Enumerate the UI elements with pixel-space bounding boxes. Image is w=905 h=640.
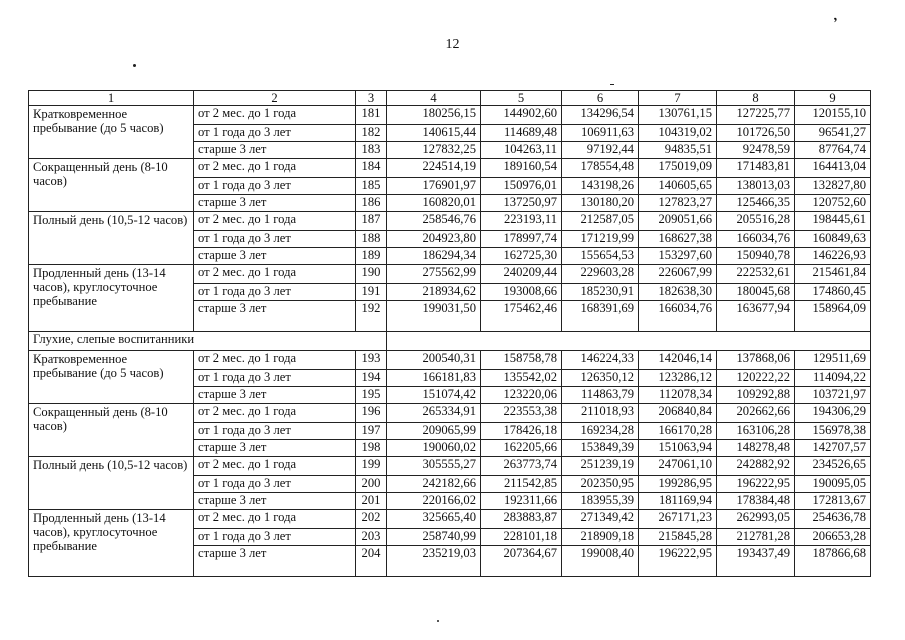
value-cell: 196222,95 [717, 476, 795, 493]
scan-speck [437, 620, 439, 622]
value-cell: 146226,93 [795, 248, 871, 265]
value-cell: 187866,68 [795, 546, 871, 577]
value-cell: 168627,38 [639, 231, 717, 248]
value-cell: 166170,28 [639, 423, 717, 440]
value-cell: 174860,45 [795, 284, 871, 301]
column-number: 8 [717, 91, 795, 106]
value-cell: 207364,67 [481, 546, 562, 577]
value-cell: 148278,48 [717, 440, 795, 457]
value-cell: 193008,66 [481, 284, 562, 301]
regime-cell: Полный день (10,5-12 часов) [29, 457, 194, 510]
value-cell: 151074,42 [387, 387, 481, 404]
scan-speck [610, 84, 614, 85]
value-cell: 150976,01 [481, 178, 562, 195]
value-cell: 209051,66 [639, 212, 717, 231]
age-group-cell: от 2 мес. до 1 года [194, 212, 356, 231]
value-cell: 202350,95 [562, 476, 639, 493]
row-code-cell: 185 [356, 178, 387, 195]
value-cell: 125466,35 [717, 195, 795, 212]
value-cell: 158758,78 [481, 351, 562, 370]
value-cell: 199286,95 [639, 476, 717, 493]
age-group-cell: старше 3 лет [194, 546, 356, 577]
value-cell: 158964,09 [795, 301, 871, 332]
table-row [29, 106, 871, 125]
value-cell: 101726,50 [717, 125, 795, 142]
regime-cell: Сокращенный день (8-10 часов) [29, 159, 194, 212]
value-cell: 218909,18 [562, 529, 639, 546]
row-code-cell: 204 [356, 546, 387, 577]
value-cell: 258546,76 [387, 212, 481, 231]
value-cell: 218934,62 [387, 284, 481, 301]
value-cell: 224514,19 [387, 159, 481, 178]
row-code-cell: 190 [356, 265, 387, 284]
age-group-cell: старше 3 лет [194, 195, 356, 212]
value-cell: 198445,61 [795, 212, 871, 231]
value-cell: 123286,12 [639, 370, 717, 387]
value-cell: 263773,74 [481, 457, 562, 476]
value-cell: 153297,60 [639, 248, 717, 265]
handwritten-mark: ’ [832, 15, 841, 32]
value-cell: 247061,10 [639, 457, 717, 476]
value-cell: 220166,02 [387, 493, 481, 510]
regime-cell: Кратковременное пребывание (до 5 часов) [29, 351, 194, 404]
age-group-cell: старше 3 лет [194, 493, 356, 510]
value-cell: 164413,04 [795, 159, 871, 178]
value-cell: 200540,31 [387, 351, 481, 370]
regime-cell: Продленный день (13-14 часов), круглосуточное пребывание [29, 265, 194, 332]
value-cell: 171219,99 [562, 231, 639, 248]
row-code-cell: 187 [356, 212, 387, 231]
value-cell: 134296,54 [562, 106, 639, 125]
tariff-table [28, 90, 871, 577]
age-group-cell: от 2 мес. до 1 года [194, 457, 356, 476]
value-cell: 143198,26 [562, 178, 639, 195]
value-cell: 160849,63 [795, 231, 871, 248]
age-group-cell: от 1 года до 3 лет [194, 529, 356, 546]
table-row [29, 265, 871, 284]
value-cell: 120752,60 [795, 195, 871, 212]
row-code-cell: 194 [356, 370, 387, 387]
row-code-cell: 181 [356, 106, 387, 125]
table-row [29, 404, 871, 423]
scan-speck [133, 64, 136, 67]
value-cell: 146224,33 [562, 351, 639, 370]
value-cell: 140605,65 [639, 178, 717, 195]
value-cell: 106911,63 [562, 125, 639, 142]
value-cell: 251239,19 [562, 457, 639, 476]
row-code-cell: 189 [356, 248, 387, 265]
age-group-cell: от 1 года до 3 лет [194, 476, 356, 493]
age-group-cell: от 2 мес. до 1 года [194, 106, 356, 125]
value-cell: 211542,85 [481, 476, 562, 493]
value-cell: 166034,76 [639, 301, 717, 332]
age-group-cell: старше 3 лет [194, 248, 356, 265]
value-cell: 112078,34 [639, 387, 717, 404]
value-cell: 240209,44 [481, 265, 562, 284]
value-cell: 199008,40 [562, 546, 639, 577]
value-cell: 258740,99 [387, 529, 481, 546]
value-cell: 144902,60 [481, 106, 562, 125]
value-cell: 163106,28 [717, 423, 795, 440]
value-cell: 127225,77 [717, 106, 795, 125]
row-code-cell: 193 [356, 351, 387, 370]
age-group-cell: от 2 мес. до 1 года [194, 159, 356, 178]
row-code-cell: 199 [356, 457, 387, 476]
value-cell: 94835,51 [639, 142, 717, 159]
value-cell: 103721,97 [795, 387, 871, 404]
age-group-cell: старше 3 лет [194, 387, 356, 404]
value-cell: 120222,22 [717, 370, 795, 387]
age-group-cell: от 2 мес. до 1 года [194, 404, 356, 423]
row-code-cell: 192 [356, 301, 387, 332]
table-row [29, 212, 871, 231]
value-cell: 228101,18 [481, 529, 562, 546]
value-cell: 190060,02 [387, 440, 481, 457]
value-cell: 215461,84 [795, 265, 871, 284]
value-cell: 114689,48 [481, 125, 562, 142]
row-code-cell: 197 [356, 423, 387, 440]
value-cell: 223553,38 [481, 404, 562, 423]
row-code-cell: 201 [356, 493, 387, 510]
row-code-cell: 196 [356, 404, 387, 423]
section-title: Глухие, слепые воспитанники [29, 332, 387, 351]
value-cell: 205516,28 [717, 212, 795, 231]
value-cell: 104263,11 [481, 142, 562, 159]
row-code-cell: 184 [356, 159, 387, 178]
age-group-cell: старше 3 лет [194, 142, 356, 159]
column-number: 5 [481, 91, 562, 106]
value-cell: 199031,50 [387, 301, 481, 332]
value-cell: 87764,74 [795, 142, 871, 159]
row-code-cell: 188 [356, 231, 387, 248]
value-cell: 223193,11 [481, 212, 562, 231]
value-cell: 151063,94 [639, 440, 717, 457]
empty-cell [387, 332, 871, 351]
value-cell: 137868,06 [717, 351, 795, 370]
age-group-cell: от 2 мес. до 1 года [194, 510, 356, 529]
value-cell: 92478,59 [717, 142, 795, 159]
value-cell: 242882,92 [717, 457, 795, 476]
age-group-cell: от 1 года до 3 лет [194, 423, 356, 440]
value-cell: 193437,49 [717, 546, 795, 577]
column-number: 1 [29, 91, 194, 106]
value-cell: 182638,30 [639, 284, 717, 301]
value-cell: 130761,15 [639, 106, 717, 125]
age-group-cell: от 2 мес. до 1 года [194, 265, 356, 284]
value-cell: 194306,29 [795, 404, 871, 423]
regime-cell: Полный день (10,5-12 часов) [29, 212, 194, 265]
value-cell: 169234,28 [562, 423, 639, 440]
value-cell: 138013,03 [717, 178, 795, 195]
value-cell: 262993,05 [717, 510, 795, 529]
value-cell: 162725,30 [481, 248, 562, 265]
value-cell: 156978,38 [795, 423, 871, 440]
row-code-cell: 203 [356, 529, 387, 546]
value-cell: 305555,27 [387, 457, 481, 476]
age-group-cell: старше 3 лет [194, 440, 356, 457]
value-cell: 114094,22 [795, 370, 871, 387]
value-cell: 153849,39 [562, 440, 639, 457]
value-cell: 163677,94 [717, 301, 795, 332]
row-code-cell: 186 [356, 195, 387, 212]
value-cell: 189160,54 [481, 159, 562, 178]
value-cell: 212587,05 [562, 212, 639, 231]
age-group-cell: от 2 мес. до 1 года [194, 351, 356, 370]
value-cell: 325665,40 [387, 510, 481, 529]
value-cell: 183955,39 [562, 493, 639, 510]
value-cell: 97192,44 [562, 142, 639, 159]
value-cell: 234526,65 [795, 457, 871, 476]
value-cell: 132827,80 [795, 178, 871, 195]
value-cell: 172813,67 [795, 493, 871, 510]
row-code-cell: 195 [356, 387, 387, 404]
value-cell: 142707,57 [795, 440, 871, 457]
row-code-cell: 183 [356, 142, 387, 159]
row-code-cell: 202 [356, 510, 387, 529]
age-group-cell: от 1 года до 3 лет [194, 125, 356, 142]
value-cell: 175462,46 [481, 301, 562, 332]
value-cell: 215845,28 [639, 529, 717, 546]
value-cell: 206653,28 [795, 529, 871, 546]
value-cell: 160820,01 [387, 195, 481, 212]
age-group-cell: от 1 года до 3 лет [194, 370, 356, 387]
value-cell: 178384,48 [717, 493, 795, 510]
regime-cell: Кратковременное пребывание (до 5 часов) [29, 106, 194, 159]
age-group-cell: от 1 года до 3 лет [194, 231, 356, 248]
value-cell: 150940,78 [717, 248, 795, 265]
table-row [29, 457, 871, 476]
value-cell: 168391,69 [562, 301, 639, 332]
value-cell: 275562,99 [387, 265, 481, 284]
value-cell: 235219,03 [387, 546, 481, 577]
column-number: 3 [356, 91, 387, 106]
value-cell: 209065,99 [387, 423, 481, 440]
value-cell: 212781,28 [717, 529, 795, 546]
value-cell: 120155,10 [795, 106, 871, 125]
value-cell: 180256,15 [387, 106, 481, 125]
value-cell: 222532,61 [717, 265, 795, 284]
row-code-cell: 182 [356, 125, 387, 142]
value-cell: 178554,48 [562, 159, 639, 178]
row-code-cell: 198 [356, 440, 387, 457]
value-cell: 178426,18 [481, 423, 562, 440]
value-cell: 186294,34 [387, 248, 481, 265]
value-cell: 130180,20 [562, 195, 639, 212]
value-cell: 96541,27 [795, 125, 871, 142]
value-cell: 196222,95 [639, 546, 717, 577]
regime-cell: Продленный день (13-14 часов), круглосуточное пребывание [29, 510, 194, 577]
table-row [29, 510, 871, 529]
value-cell: 206840,84 [639, 404, 717, 423]
column-number: 9 [795, 91, 871, 106]
age-group-cell: от 1 года до 3 лет [194, 178, 356, 195]
column-number: 7 [639, 91, 717, 106]
value-cell: 192311,66 [481, 493, 562, 510]
row-code-cell: 200 [356, 476, 387, 493]
value-cell: 142046,14 [639, 351, 717, 370]
value-cell: 226067,99 [639, 265, 717, 284]
value-cell: 211018,93 [562, 404, 639, 423]
page-number: 12 [445, 37, 460, 52]
value-cell: 254636,78 [795, 510, 871, 529]
value-cell: 162205,66 [481, 440, 562, 457]
regime-cell: Сокращенный день (8-10 часов) [29, 404, 194, 457]
header-row [29, 91, 871, 106]
column-number: 2 [194, 91, 356, 106]
value-cell: 104319,02 [639, 125, 717, 142]
value-cell: 242182,66 [387, 476, 481, 493]
value-cell: 204923,80 [387, 231, 481, 248]
value-cell: 202662,66 [717, 404, 795, 423]
value-cell: 123220,06 [481, 387, 562, 404]
value-cell: 109292,88 [717, 387, 795, 404]
table-row [29, 351, 871, 370]
column-number: 4 [387, 91, 481, 106]
value-cell: 166181,83 [387, 370, 481, 387]
value-cell: 176901,97 [387, 178, 481, 195]
value-cell: 185230,91 [562, 284, 639, 301]
section-row [29, 332, 871, 351]
value-cell: 166034,76 [717, 231, 795, 248]
table-row [29, 159, 871, 178]
value-cell: 265334,91 [387, 404, 481, 423]
column-number: 6 [562, 91, 639, 106]
age-group-cell: от 1 года до 3 лет [194, 284, 356, 301]
value-cell: 283883,87 [481, 510, 562, 529]
value-cell: 137250,97 [481, 195, 562, 212]
value-cell: 229603,28 [562, 265, 639, 284]
value-cell: 181169,94 [639, 493, 717, 510]
value-cell: 129511,69 [795, 351, 871, 370]
value-cell: 178997,74 [481, 231, 562, 248]
age-group-cell: старше 3 лет [194, 301, 356, 332]
value-cell: 271349,42 [562, 510, 639, 529]
value-cell: 190095,05 [795, 476, 871, 493]
value-cell: 127832,25 [387, 142, 481, 159]
value-cell: 135542,02 [481, 370, 562, 387]
value-cell: 180045,68 [717, 284, 795, 301]
value-cell: 171483,81 [717, 159, 795, 178]
value-cell: 155654,53 [562, 248, 639, 265]
value-cell: 114863,79 [562, 387, 639, 404]
value-cell: 267171,23 [639, 510, 717, 529]
value-cell: 140615,44 [387, 125, 481, 142]
value-cell: 175019,09 [639, 159, 717, 178]
row-code-cell: 191 [356, 284, 387, 301]
value-cell: 127823,27 [639, 195, 717, 212]
value-cell: 126350,12 [562, 370, 639, 387]
